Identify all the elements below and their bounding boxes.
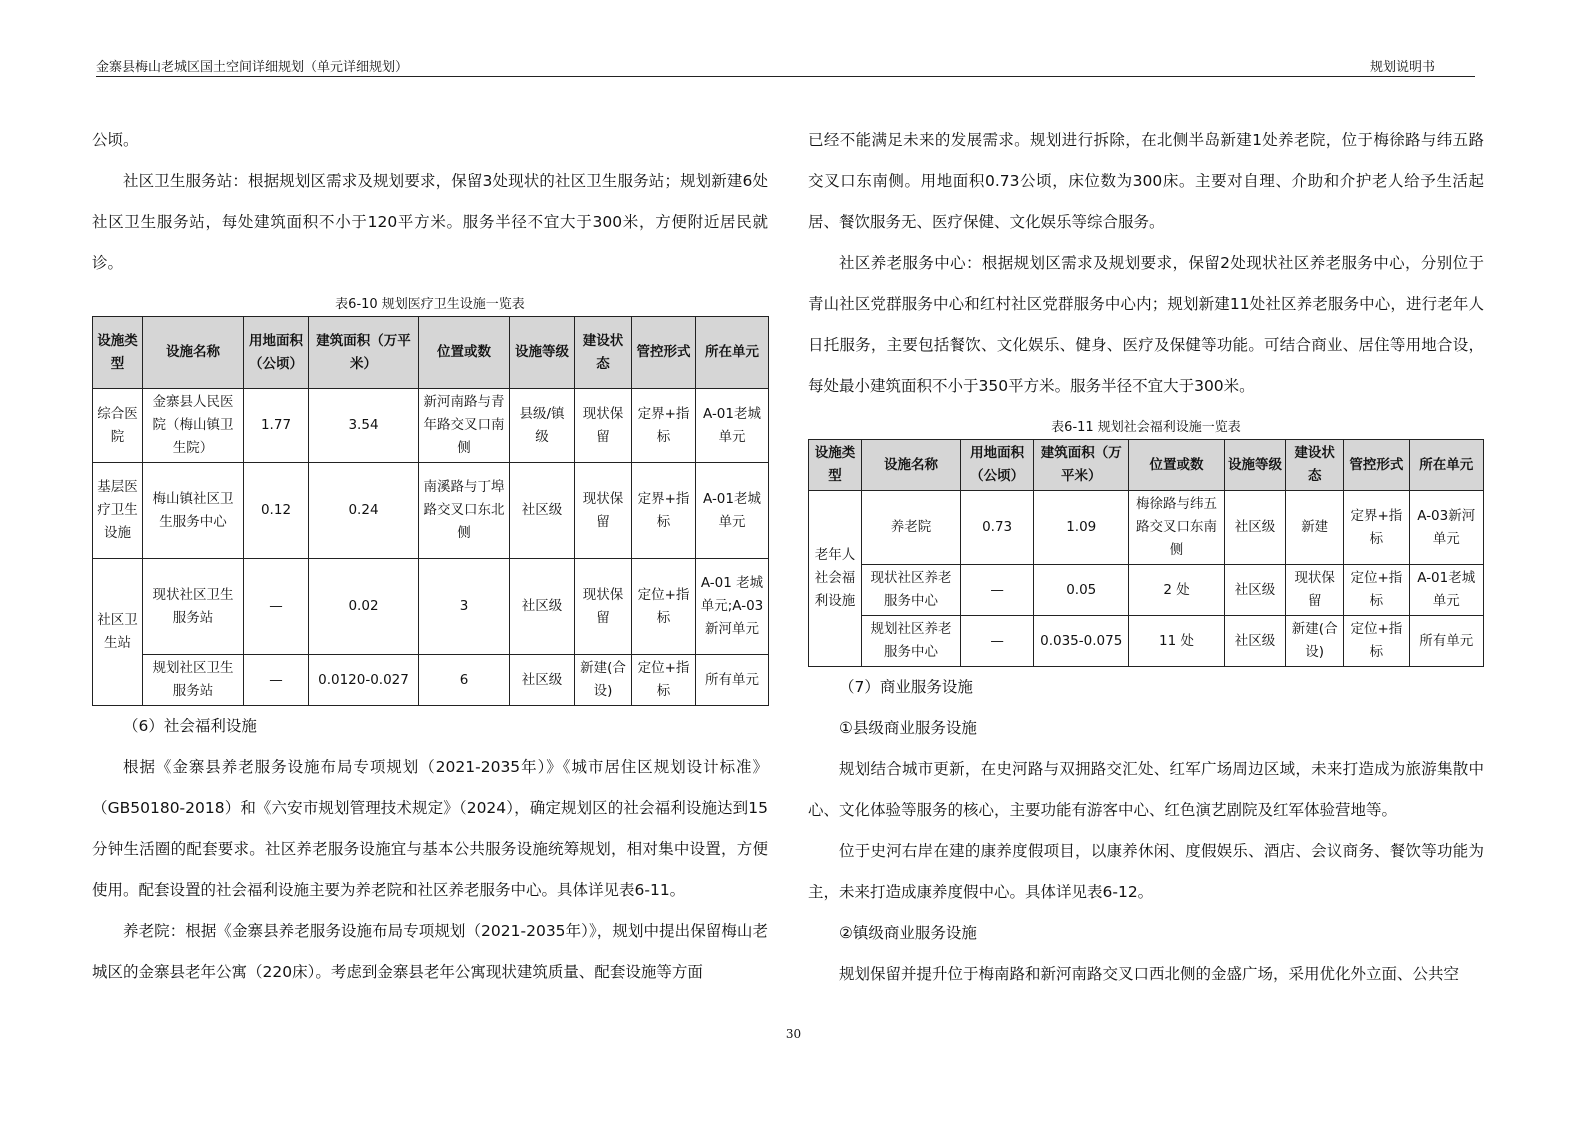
paragraph: 已经不能满足未来的发展需求。规划进行拆除，在北侧半岛新建1处养老院，位于梅徐路与纬五路交叉口东南侧。用地面积0.73公顷，床位数为300床。主要对自理、介助和介护老人给予生活起居、餐饮服务无、医疗保健、文化娱乐等综合服务。 <box>808 131 1484 231</box>
subsection-heading: ②镇级商业服务设施 <box>839 924 977 942</box>
table-cell: 现状保留 <box>575 463 632 559</box>
table-cell: A-03新河单元 <box>1409 491 1484 565</box>
table-cell: 规划社区卫生服务站 <box>143 655 244 706</box>
table-cell: 定位+指标 <box>632 559 696 655</box>
table-row <box>93 389 769 463</box>
table-cell: 社区卫生站 <box>93 559 143 706</box>
table-cell: A-01 老城单元;A-03 新河单元 <box>696 559 769 655</box>
table-cell: 现状保留 <box>575 389 632 463</box>
paragraph: 社区养老服务中心：根据规划区需求及规划要求，保留2处现状社区养老服务中心，分别位于青山社区党群服务中心和红村社区党群服务中心内；规划新建11处社区养老服务中心，进行老年人日托服务，主要包括餐饮、文化娱乐、健身、医疗及保健等功能。可结合商业、居住等用地合设，每处最小建筑面积不小于350平方米。服务半径不宜大于300米。 <box>808 254 1484 395</box>
page-header <box>96 52 1475 77</box>
table-cell: 0.24 <box>309 463 419 559</box>
table-cell: 所有单元 <box>1409 616 1484 667</box>
table-cell: 11 处 <box>1129 616 1225 667</box>
table-cell: — <box>960 616 1033 667</box>
table-cell: A-01老城单元 <box>696 389 769 463</box>
table-cell: 定界+指标 <box>632 463 696 559</box>
paragraph: 规划结合城市更新，在史河路与双拥路交汇处、红军广场周边区域，未来打造成为旅游集散中心、文化体验等服务的核心，主要功能有游客中心、红色演艺剧院及红军体验营地等。 <box>808 760 1484 819</box>
column-header: 位置或数 <box>419 317 510 389</box>
table-cell: 社区级 <box>510 655 575 706</box>
table-cell: 新建 <box>1286 491 1344 565</box>
table-cell: 现状社区养老服务中心 <box>862 565 961 616</box>
table-cell: 新建(合设) <box>575 655 632 706</box>
column-header: 建筑面积（万平米） <box>1034 440 1129 491</box>
column-header: 设施类型 <box>93 317 143 389</box>
table-caption: 表6-11 规划社会福利设施一览表 <box>1051 420 1241 435</box>
column-header: 管控形式 <box>632 317 696 389</box>
left-column <box>92 120 768 993</box>
table-cell: 县级/镇级 <box>510 389 575 463</box>
table-caption: 表6-10 规划医疗卫生设施一览表 <box>335 297 525 312</box>
table-cell: 1.77 <box>244 389 309 463</box>
column-header: 用地面积（公顷） <box>960 440 1033 491</box>
table-cell: 新建(合设) <box>1286 616 1344 667</box>
table-cell: 综合医院 <box>93 389 143 463</box>
table-cell: 现状社区卫生服务站 <box>143 559 244 655</box>
table-header-row <box>809 440 1484 491</box>
table-cell: 现状保留 <box>1286 565 1344 616</box>
table-header-row <box>93 317 769 389</box>
paragraph: 位于史河右岸在建的康养度假项目，以康养休闲、度假娱乐、酒店、会议商务、餐饮等功能为主，未来打造成康养度假中心。具体详见表6-12。 <box>808 842 1484 901</box>
table-cell: 规划社区养老服务中心 <box>862 616 961 667</box>
table-cell: 金寨县人民医院（梅山镇卫生院） <box>143 389 244 463</box>
table-cell: 新河南路与青年路交叉口南侧 <box>419 389 510 463</box>
table-cell: 养老院 <box>862 491 961 565</box>
medical-facilities-table <box>92 316 769 706</box>
table-cell: 0.0120-0.027 <box>309 655 419 706</box>
table-row <box>809 565 1484 616</box>
table-cell: 老年人社会福利设施 <box>809 491 862 667</box>
table-cell: 定位+指标 <box>632 655 696 706</box>
column-header: 建设状态 <box>1286 440 1344 491</box>
table-cell: 0.02 <box>309 559 419 655</box>
table-cell: A-01老城单元 <box>1409 565 1484 616</box>
table-row <box>93 655 769 706</box>
paragraph: 公顷。 <box>92 131 139 149</box>
table-cell: 3.54 <box>309 389 419 463</box>
table-cell: 梅徐路与纬五路交叉口东南侧 <box>1129 491 1225 565</box>
column-header: 设施名称 <box>862 440 961 491</box>
table-cell: 0.73 <box>960 491 1033 565</box>
table-cell: 社区级 <box>510 463 575 559</box>
document-title: 金寨县梅山老城区国土空间详细规划（单元详细规划） <box>96 60 409 75</box>
column-header: 设施名称 <box>143 317 244 389</box>
table-cell: 现状保留 <box>575 559 632 655</box>
table-cell: — <box>244 559 309 655</box>
paragraph: 规划保留并提升位于梅南路和新河南路交叉口西北侧的金盛广场，采用优化外立面、公共空 <box>839 965 1460 983</box>
table-cell: 6 <box>419 655 510 706</box>
table-row <box>809 491 1484 565</box>
table-cell: 0.12 <box>244 463 309 559</box>
table-cell: A-01老城单元 <box>696 463 769 559</box>
table-row <box>809 616 1484 667</box>
column-header: 建筑面积（万平米） <box>309 317 419 389</box>
table-cell: 梅山镇社区卫生服务中心 <box>143 463 244 559</box>
table-cell: 社区级 <box>510 559 575 655</box>
table-cell: 2 处 <box>1129 565 1225 616</box>
table-cell: 南溪路与丁埠路交叉口东北侧 <box>419 463 510 559</box>
table-cell: 所有单元 <box>696 655 769 706</box>
table-cell: 定位+指标 <box>1344 565 1409 616</box>
table-cell: 0.05 <box>1034 565 1129 616</box>
table-cell: 定界+指标 <box>1344 491 1409 565</box>
column-header: 设施等级 <box>1224 440 1285 491</box>
column-header: 所在单元 <box>696 317 769 389</box>
subsection-heading: ①县级商业服务设施 <box>839 719 977 737</box>
column-header: 所在单元 <box>1409 440 1484 491</box>
column-header: 设施类型 <box>809 440 862 491</box>
social-welfare-facilities-table <box>808 439 1484 667</box>
table-cell: 社区级 <box>1224 616 1285 667</box>
table-row <box>93 463 769 559</box>
table-cell: 定界+指标 <box>632 389 696 463</box>
document-type: 规划说明书 <box>1369 60 1435 75</box>
column-header: 用地面积（公顷） <box>244 317 309 389</box>
table-cell: 1.09 <box>1034 491 1129 565</box>
section-heading: （7）商业服务设施 <box>839 678 973 696</box>
table-cell: — <box>960 565 1033 616</box>
page-number: 30 <box>785 1027 802 1041</box>
column-header: 建设状态 <box>575 317 632 389</box>
column-header: 位置或数 <box>1129 440 1225 491</box>
table-cell: 0.035-0.075 <box>1034 616 1129 667</box>
column-header: 设施等级 <box>510 317 575 389</box>
paragraph: 根据《金寨县养老服务设施布局专项规划（2021-2035年）》《城市居住区规划设计标准》（GB50180-2018）和《六安市规划管理技术规定》（2024），确定规划区的社会福利设施达到15分钟生活圈的配套要求。社区养老服务设施宜与基本公共服务设施统筹规划，相对集中设置，方便使用。配套设置的社会福利设施主要为养老院和社区养老服务中心。具体详见表6-11。 <box>92 758 768 899</box>
section-heading: （6）社会福利设施 <box>123 717 257 735</box>
table-row <box>93 559 769 655</box>
table-cell: — <box>244 655 309 706</box>
paragraph: 社区卫生服务站：根据规划区需求及规划要求，保留3处现状的社区卫生服务站；规划新建6处社区卫生服务站，每处建筑面积不小于120平方米。服务半径不宜大于300米，方便附近居民就诊。 <box>92 172 768 272</box>
column-header: 管控形式 <box>1344 440 1409 491</box>
table-cell: 社区级 <box>1224 565 1285 616</box>
table-cell: 3 <box>419 559 510 655</box>
table-cell: 基层医疗卫生设施 <box>93 463 143 559</box>
paragraph: 养老院：根据《金寨县养老服务设施布局专项规划（2021-2035年）》，规划中提出保留梅山老城区的金寨县老年公寓（220床）。考虑到金寨县老年公寓现状建筑质量、配套设施等方面 <box>92 922 768 981</box>
table-cell: 社区级 <box>1224 491 1285 565</box>
table-cell: 定位+指标 <box>1344 616 1409 667</box>
right-column <box>808 120 1484 995</box>
